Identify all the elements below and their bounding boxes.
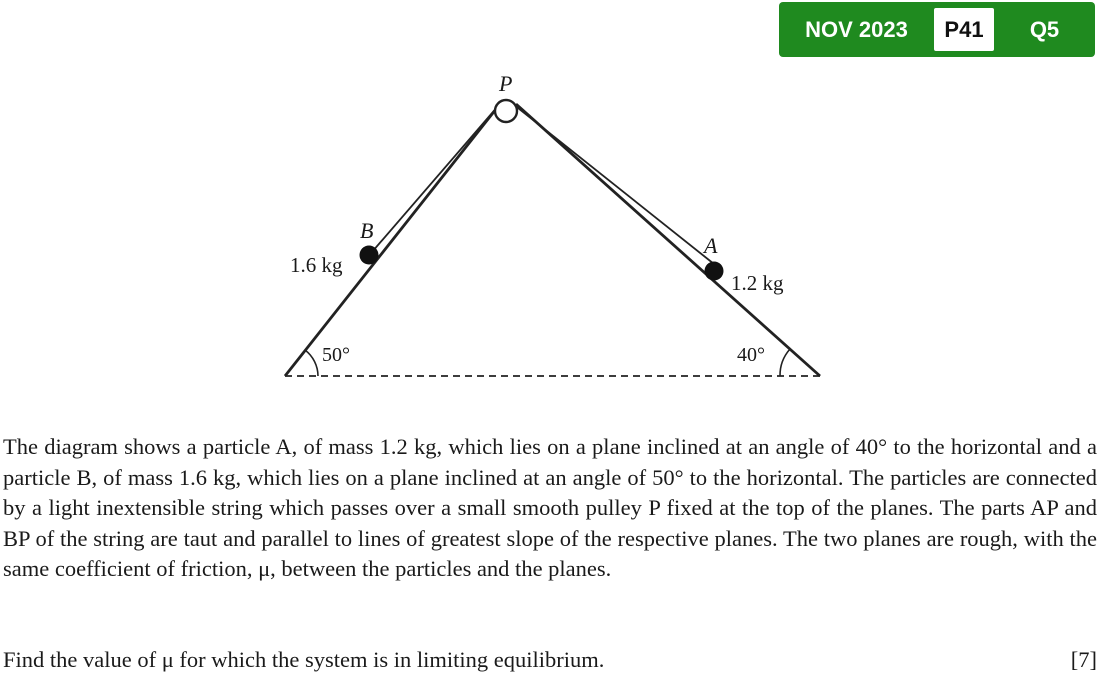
left-plane [285,104,500,376]
question-task: Find the value of μ for which the system is in limiting equilibrium. [3,647,605,672]
right-plane [516,104,820,376]
particle-a-mass: 1.2 kg [731,271,784,295]
exam-session: NOV 2023 [805,16,908,42]
left-angle-arc [305,350,318,376]
question-number: Q5 [1029,16,1060,42]
pulley [495,100,517,122]
particle-b-mass: 1.6 kg [290,253,343,277]
string-bp [372,105,499,252]
pulley-label: P [499,71,513,96]
question-task-row [3,645,1097,675]
particle-b-label: B [360,218,374,243]
particle-a-label: A [704,233,718,258]
right-angle-arc [780,349,790,376]
marks-allocation: [7] [1070,647,1097,672]
particle-a [705,262,724,281]
right-angle-label: 40° [737,344,765,366]
paper-code: P41 [934,8,994,51]
particle-b [360,246,379,265]
question-body [3,432,1097,585]
string-ap [513,104,714,264]
left-angle-label: 50° [322,344,350,366]
question-paragraph: The diagram shows a particle A, of mass 1.2 kg, which lies on a plane inclined at an angle of 40° to the horizontal and a particle B, of mass 1.6 kg, which lies on a plane inclined at an angle of 50° to the horizontal. The particles are connected by a light inextensible string which passes over a small smooth pulley P fixed at the top of the planes. The parts AP and BP of the string are taut and parallel to lines of greatest slope of the respective planes. The two planes are rough, with the same coefficient of friction, μ, between the particles and the planes. [3,434,1097,581]
